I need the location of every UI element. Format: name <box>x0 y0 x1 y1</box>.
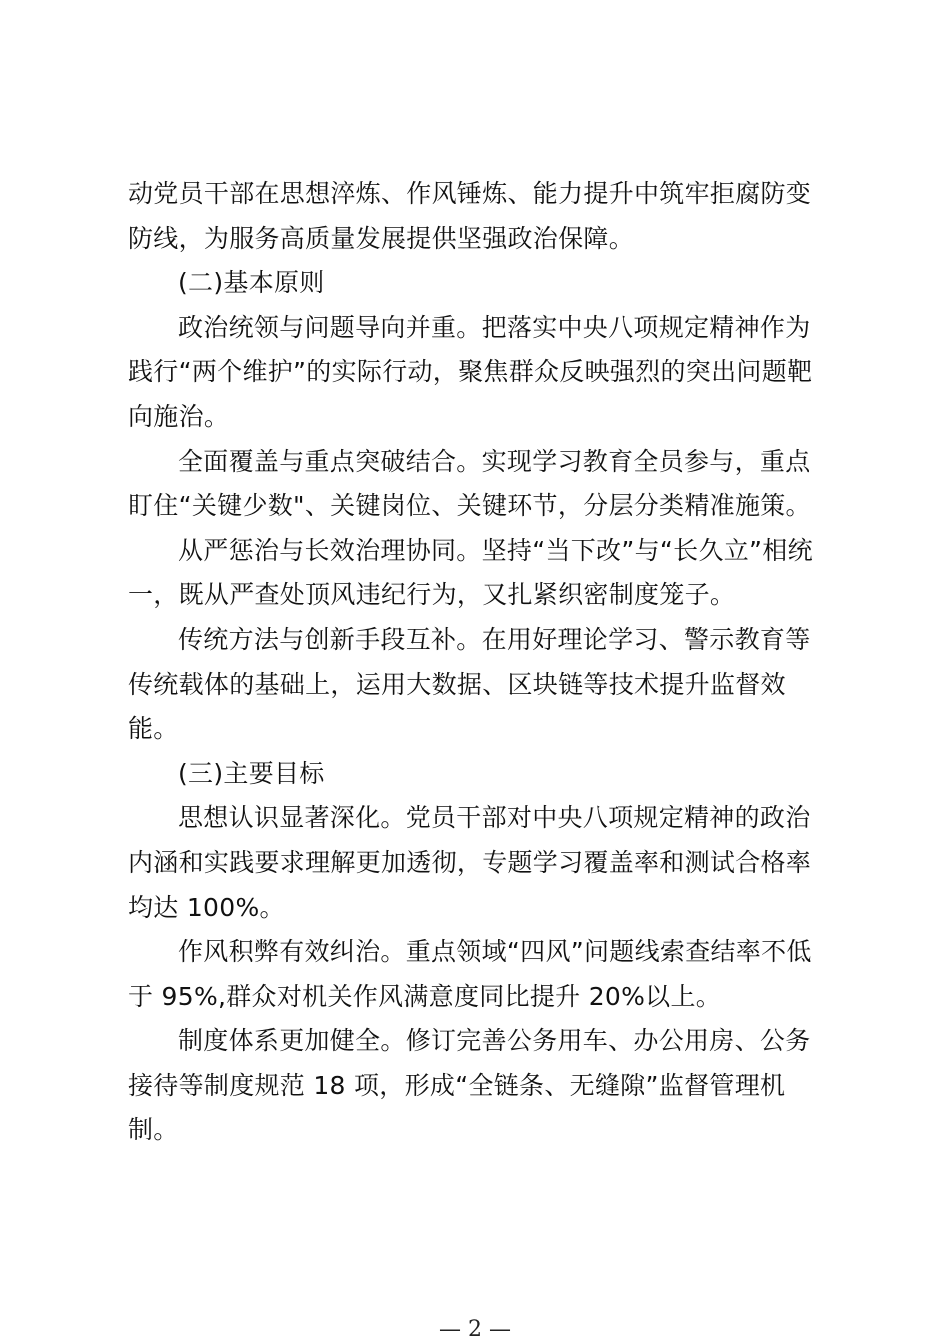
page-number: — 2 — <box>439 1317 511 1342</box>
text-line: 政治统领与问题导向并重。把落实中央八项规定精神作为 <box>178 312 811 342</box>
text-line: 防线，为服务高质量发展提供坚强政治保障。 <box>128 223 635 253</box>
text-line: 动党员干部在思想淬炼、作风锤炼、能力提升中筑牢拒腐防变 <box>128 179 812 208</box>
text-line: 制。 <box>128 1115 179 1145</box>
text-line: 均达 100%。 <box>128 892 285 922</box>
text-line: 作风积弊有效纠治。重点领域“四风”问题线索查结率不低 <box>178 937 812 967</box>
section-heading-main-goals: (三)主要目标 <box>178 758 325 788</box>
text-line: 向施治。 <box>128 401 230 431</box>
section-heading-basic-principles: (二)基本原则 <box>178 268 325 298</box>
text-line: 于 95%,群众对机关作风满意度同比提升 20%以上。 <box>128 981 722 1011</box>
text-line: 从严惩治与长效治理协同。坚持“当下改”与“长久立”相统 <box>178 535 813 565</box>
text-line: 一，既从严查处顶风违纪行为，又扎紧织密制度笼子。 <box>128 580 736 610</box>
document-body <box>128 172 828 1153</box>
text-line: 践行“两个维护”的实际行动，聚焦群众反映强烈的突出问题靶 <box>128 357 813 387</box>
text-line: 传统方法与创新手段互补。在用好理论学习、警示教育等 <box>178 624 811 654</box>
text-line: 接待等制度规范 18 项，形成“全链条、无缝隙”监督管理机 <box>128 1070 786 1100</box>
text-line: 全面覆盖与重点突破结合。实现学习教育全员参与，重点 <box>178 446 811 476</box>
text-line: 盯住“关键少数"、关键岗位、关键环节，分层分类精准施策。 <box>128 491 811 521</box>
text-line: 内涵和实践要求理解更加透彻，专题学习覆盖率和测试合格率 <box>128 847 812 877</box>
text-line: 能。 <box>128 714 179 744</box>
text-line: 制度体系更加健全。修订完善公务用车、办公用房、公务 <box>178 1026 811 1056</box>
text-line: 传统载体的基础上，运用大数据、区块链等技术提升监督效 <box>128 669 786 699</box>
text-line: 思想认识显著深化。党员干部对中央八项规定精神的政治 <box>178 803 811 833</box>
